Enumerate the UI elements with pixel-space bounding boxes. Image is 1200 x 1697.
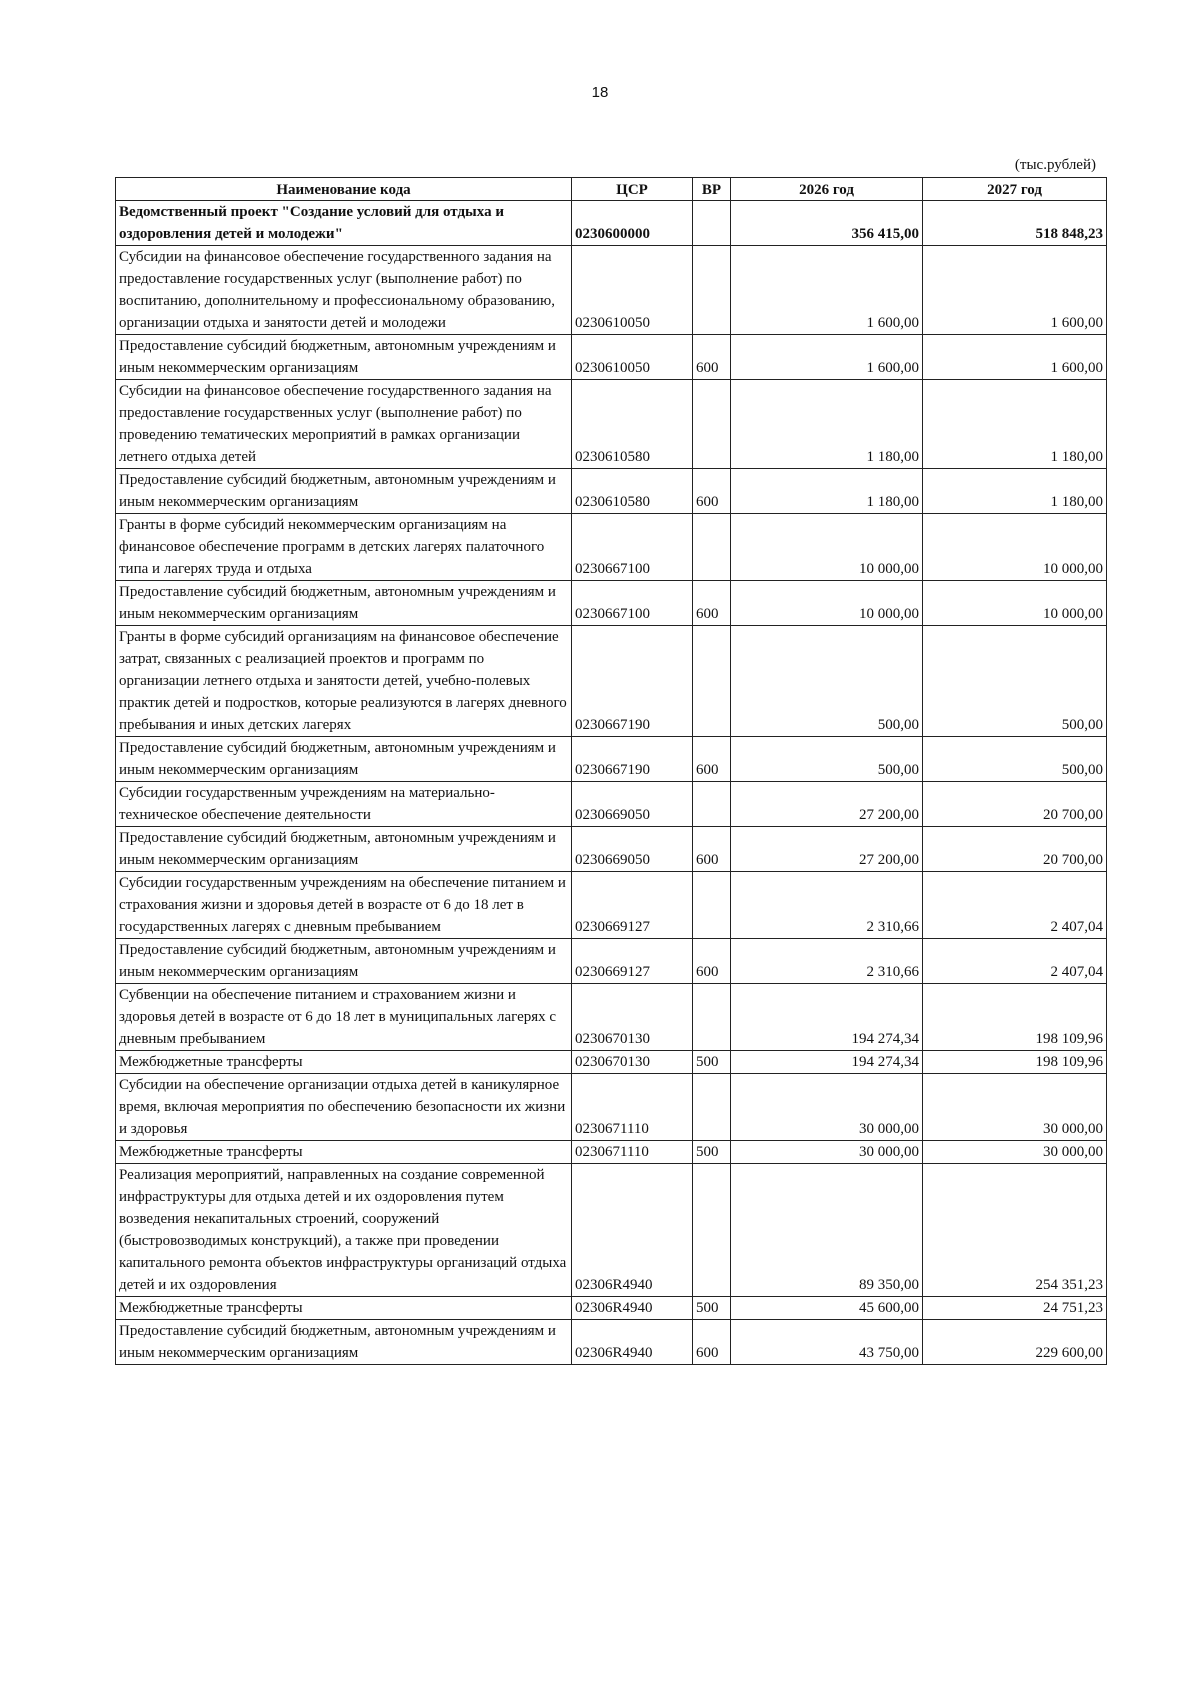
cell-2027: 30 000,00 xyxy=(923,1074,1107,1141)
cell-2026: 27 200,00 xyxy=(731,782,923,827)
table-row xyxy=(116,1164,1107,1297)
cell-vr xyxy=(693,984,731,1051)
cell-name: Субвенции на обеспечение питанием и страхованием жизни и здоровья детей в возрасте от 6 до 18 лет в муниципальных лагерях с дневным пребыванием xyxy=(116,984,572,1051)
cell-2027: 1 180,00 xyxy=(923,469,1107,514)
cell-2027: 20 700,00 xyxy=(923,782,1107,827)
table-row xyxy=(116,1320,1107,1365)
cell-2027: 1 180,00 xyxy=(923,380,1107,469)
cell-2027: 20 700,00 xyxy=(923,827,1107,872)
cell-name: Гранты в форме субсидий организациям на финансовое обеспечение затрат, связанных с реализацией проектов и программ по организации летнего отдыха и занятости детей, учебно-полевых практик детей и подростков, которые реализуются в лагерях дневного пребывания и иных детских лагерях xyxy=(116,626,572,737)
cell-csr: 0230671110 xyxy=(572,1074,693,1141)
cell-vr: 600 xyxy=(693,1320,731,1365)
table-body xyxy=(116,201,1107,1365)
cell-vr xyxy=(693,1074,731,1141)
table-row xyxy=(116,335,1107,380)
page-number: 18 xyxy=(591,84,609,101)
table-row xyxy=(116,827,1107,872)
cell-name: Субсидии на обеспечение организации отдыха детей в каникулярное время, включая мероприятия по обеспечению безопасности их жизни и здоровья xyxy=(116,1074,572,1141)
cell-2027: 518 848,23 xyxy=(923,201,1107,246)
cell-2027: 229 600,00 xyxy=(923,1320,1107,1365)
cell-2026: 30 000,00 xyxy=(731,1074,923,1141)
cell-2026: 30 000,00 xyxy=(731,1141,923,1164)
cell-2027: 1 600,00 xyxy=(923,335,1107,380)
table-row xyxy=(116,737,1107,782)
budget-table xyxy=(115,177,1107,1365)
cell-name: Предоставление субсидий бюджетным, автономным учреждениям и иным некоммерческим организациям xyxy=(116,827,572,872)
cell-csr: 0230667190 xyxy=(572,626,693,737)
table-row xyxy=(116,201,1107,246)
cell-name: Предоставление субсидий бюджетным, автономным учреждениям и иным некоммерческим организациям xyxy=(116,939,572,984)
cell-2026: 500,00 xyxy=(731,626,923,737)
header-csr: ЦСР xyxy=(572,178,693,201)
table-row xyxy=(116,1051,1107,1074)
cell-name: Субсидии на финансовое обеспечение государственного задания на предоставление государственных услуг (выполнение работ) по воспитанию, дополнительному и профессиональному образованию, организации отдыха и занятости детей и молодежи xyxy=(116,246,572,335)
cell-vr xyxy=(693,246,731,335)
cell-2026: 45 600,00 xyxy=(731,1297,923,1320)
cell-vr xyxy=(693,201,731,246)
cell-csr: 0230610580 xyxy=(572,380,693,469)
cell-name: Предоставление субсидий бюджетным, автономным учреждениям и иным некоммерческим организациям xyxy=(116,335,572,380)
cell-2027: 1 600,00 xyxy=(923,246,1107,335)
cell-2027: 30 000,00 xyxy=(923,1141,1107,1164)
cell-csr: 02306R4940 xyxy=(572,1320,693,1365)
cell-name: Межбюджетные трансферты xyxy=(116,1297,572,1320)
cell-csr: 0230667100 xyxy=(572,581,693,626)
cell-name: Межбюджетные трансферты xyxy=(116,1141,572,1164)
cell-2027: 24 751,23 xyxy=(923,1297,1107,1320)
cell-csr: 0230669050 xyxy=(572,827,693,872)
cell-2027: 2 407,04 xyxy=(923,872,1107,939)
cell-2026: 1 180,00 xyxy=(731,469,923,514)
cell-2027: 10 000,00 xyxy=(923,581,1107,626)
cell-2026: 194 274,34 xyxy=(731,984,923,1051)
cell-name: Ведомственный проект "Создание условий для отдыха и оздоровления детей и молодежи" xyxy=(116,201,572,246)
cell-vr xyxy=(693,782,731,827)
cell-vr: 600 xyxy=(693,827,731,872)
cell-name: Субсидии государственным учреждениям на материально-техническое обеспечение деятельности xyxy=(116,782,572,827)
unit-note: (тыс.рублей) xyxy=(1014,157,1096,173)
header-vr: ВР xyxy=(693,178,731,201)
cell-2027: 500,00 xyxy=(923,626,1107,737)
cell-csr: 0230670130 xyxy=(572,1051,693,1074)
cell-vr: 600 xyxy=(693,335,731,380)
cell-2026: 10 000,00 xyxy=(731,514,923,581)
table-row xyxy=(116,782,1107,827)
cell-name: Предоставление субсидий бюджетным, автономным учреждениям и иным некоммерческим организациям xyxy=(116,1320,572,1365)
cell-vr: 500 xyxy=(693,1297,731,1320)
cell-csr: 0230667100 xyxy=(572,514,693,581)
cell-2026: 89 350,00 xyxy=(731,1164,923,1297)
header-name: Наименование кода xyxy=(116,178,572,201)
cell-csr: 0230610050 xyxy=(572,246,693,335)
header-2027: 2027 год xyxy=(923,178,1107,201)
table-row xyxy=(116,939,1107,984)
cell-vr xyxy=(693,872,731,939)
cell-2026: 1 600,00 xyxy=(731,335,923,380)
cell-csr: 0230671110 xyxy=(572,1141,693,1164)
cell-2026: 500,00 xyxy=(731,737,923,782)
cell-2027: 500,00 xyxy=(923,737,1107,782)
cell-2026: 2 310,66 xyxy=(731,939,923,984)
table-row xyxy=(116,1297,1107,1320)
cell-csr: 0230669050 xyxy=(572,782,693,827)
cell-2027: 254 351,23 xyxy=(923,1164,1107,1297)
cell-2027: 198 109,96 xyxy=(923,984,1107,1051)
cell-name: Субсидии государственным учреждениям на обеспечение питанием и страхования жизни и здоровья детей в возрасте от 6 до 18 лет в государственных лагерях с дневным пребыванием xyxy=(116,872,572,939)
cell-name: Предоставление субсидий бюджетным, автономным учреждениям и иным некоммерческим организациям xyxy=(116,581,572,626)
cell-name: Реализация мероприятий, направленных на создание современной инфраструктуры для отдыха детей и их оздоровления путем возведения некапитальных строений, сооружений (быстровозводимых конструкций), а также при проведении капитального ремонта объектов инфраструктуры организаций отдыха детей и их оздоровления xyxy=(116,1164,572,1297)
cell-vr: 600 xyxy=(693,469,731,514)
cell-csr: 02306R4940 xyxy=(572,1297,693,1320)
cell-csr: 0230669127 xyxy=(572,872,693,939)
cell-2026: 1 180,00 xyxy=(731,380,923,469)
cell-2027: 2 407,04 xyxy=(923,939,1107,984)
table-row xyxy=(116,581,1107,626)
cell-name: Предоставление субсидий бюджетным, автономным учреждениям и иным некоммерческим организациям xyxy=(116,469,572,514)
cell-csr: 0230670130 xyxy=(572,984,693,1051)
cell-2026: 194 274,34 xyxy=(731,1051,923,1074)
cell-csr: 0230610050 xyxy=(572,335,693,380)
cell-csr: 0230600000 xyxy=(572,201,693,246)
cell-2027: 198 109,96 xyxy=(923,1051,1107,1074)
cell-name: Предоставление субсидий бюджетным, автономным учреждениям и иным некоммерческим организациям xyxy=(116,737,572,782)
cell-2026: 1 600,00 xyxy=(731,246,923,335)
table-header xyxy=(116,178,1107,201)
cell-vr: 600 xyxy=(693,581,731,626)
table-row xyxy=(116,626,1107,737)
cell-csr: 02306R4940 xyxy=(572,1164,693,1297)
cell-vr xyxy=(693,1164,731,1297)
table-row xyxy=(116,1074,1107,1141)
cell-name: Гранты в форме субсидий некоммерческим организациям на финансовое обеспечение программ в детских лагерях палаточного типа и лагерях труда и отдыха xyxy=(116,514,572,581)
cell-vr: 500 xyxy=(693,1141,731,1164)
cell-2026: 27 200,00 xyxy=(731,827,923,872)
cell-vr: 600 xyxy=(693,737,731,782)
cell-vr xyxy=(693,626,731,737)
cell-vr xyxy=(693,514,731,581)
table-row xyxy=(116,514,1107,581)
table-row xyxy=(116,984,1107,1051)
cell-csr: 0230667190 xyxy=(572,737,693,782)
cell-2027: 10 000,00 xyxy=(923,514,1107,581)
table-row xyxy=(116,1141,1107,1164)
cell-csr: 0230610580 xyxy=(572,469,693,514)
table-row xyxy=(116,469,1107,514)
cell-2026: 2 310,66 xyxy=(731,872,923,939)
cell-vr: 600 xyxy=(693,939,731,984)
cell-vr: 500 xyxy=(693,1051,731,1074)
cell-vr xyxy=(693,380,731,469)
table-row xyxy=(116,246,1107,335)
cell-2026: 10 000,00 xyxy=(731,581,923,626)
header-row xyxy=(116,178,1107,201)
cell-name: Субсидии на финансовое обеспечение государственного задания на предоставление государственных услуг (выполнение работ) по проведению тематических мероприятий в рамках организации летнего отдыха детей xyxy=(116,380,572,469)
table-row xyxy=(116,380,1107,469)
cell-name: Межбюджетные трансферты xyxy=(116,1051,572,1074)
cell-2026: 43 750,00 xyxy=(731,1320,923,1365)
header-2026: 2026 год xyxy=(731,178,923,201)
table-row xyxy=(116,872,1107,939)
cell-2026: 356 415,00 xyxy=(731,201,923,246)
cell-csr: 0230669127 xyxy=(572,939,693,984)
